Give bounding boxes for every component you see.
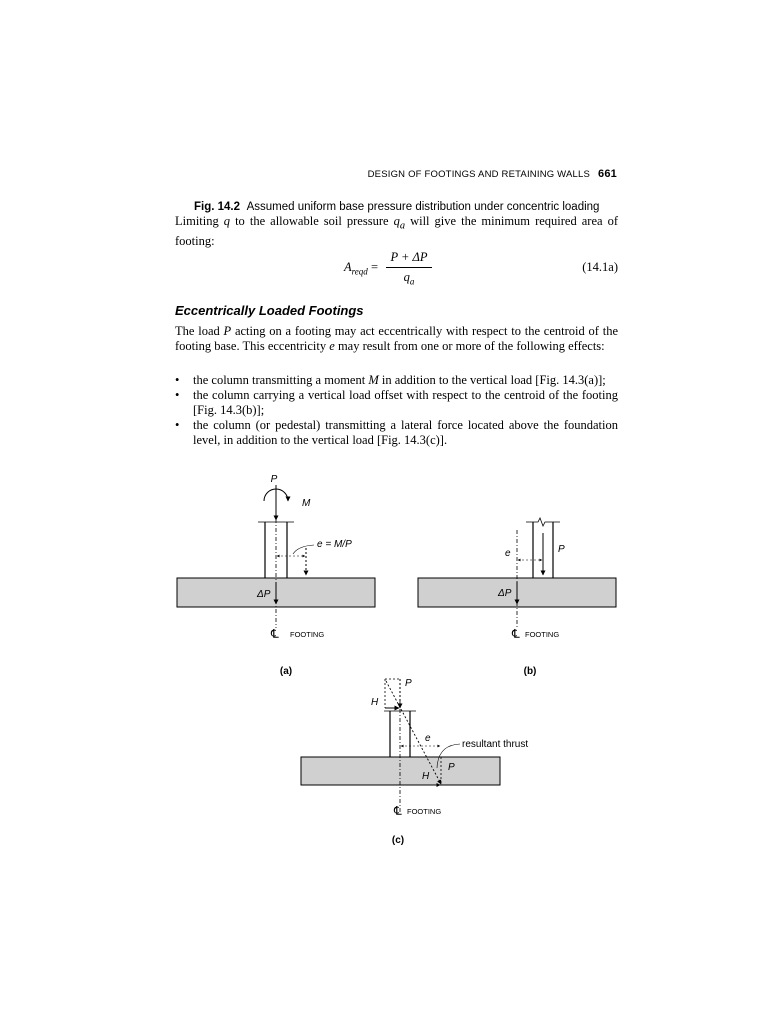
figure-caption-text: Assumed uniform base pressure distribution under concentric loading — [246, 201, 600, 213]
symbol-M: M — [368, 373, 379, 387]
column-break-line — [526, 518, 560, 526]
centerline-symbol: ℄ — [512, 627, 520, 641]
e-leader — [293, 545, 314, 554]
equation-number: (14.1a) — [582, 260, 618, 274]
symbol-qa: q — [393, 214, 400, 228]
label-e-eq: e = M/P — [317, 539, 352, 550]
subfigure-label-a: (a) — [279, 666, 293, 677]
symbol-q: q — [403, 270, 410, 284]
figure-c — [301, 678, 528, 846]
label-footing: FOOTING — [525, 630, 560, 639]
symbol-A: A — [344, 260, 352, 274]
label-M: M — [302, 498, 311, 509]
text-run: acting on a footing may act eccentrically with respect to the centroid of the footing base. This eccentricity — [175, 324, 618, 353]
label-delta-P: ΔP — [498, 588, 512, 599]
page-number: 661 — [598, 168, 617, 180]
label-resultant-thrust: resultant thrust — [462, 739, 529, 750]
text-run: may result from one or more of the following effects: — [334, 339, 605, 353]
figure-a — [177, 474, 375, 677]
label-footing: FOOTING — [290, 630, 325, 639]
text-run: in addition to the vertical load [Fig. 14.3(a)]; — [378, 373, 606, 387]
symbol-q-subscript: a — [409, 276, 415, 287]
text-run: will give the minimum required area of footing: — [175, 214, 619, 248]
symbol-q: q — [223, 214, 231, 228]
equation-numerator: P + ΔP — [390, 250, 428, 264]
figure-caption-label: Fig. 14.2 — [194, 201, 241, 213]
label-P-top: P — [405, 678, 412, 689]
centerline-symbol: ℄ — [271, 627, 279, 641]
label-delta-P: ΔP — [257, 589, 271, 600]
text-run: to the allowable soil pressure — [230, 214, 394, 228]
label-P: P — [558, 544, 565, 555]
label-footing: FOOTING — [407, 807, 442, 816]
equals-sign: = — [370, 260, 378, 274]
subfigure-label-b: (b) — [523, 666, 537, 677]
text-run: the column carrying a vertical load offset with respect to the centroid of the footing [Fig. 14.3(b)]; — [193, 388, 618, 417]
figure-b — [418, 518, 616, 677]
section-heading: Eccentrically Loaded Footings — [175, 303, 364, 318]
text-run: the column (or pedestal) transmitting a lateral force located above the foundation level, in addition to the vertical load [Fig. 14.3(c)]. — [193, 418, 618, 447]
symbol-A-subscript: reqd — [351, 266, 368, 277]
running-title: DESIGN OF FOOTINGS AND RETAINING WALLS — [367, 169, 591, 180]
text-run: the column transmitting a moment — [193, 373, 369, 387]
symbol-P: P — [223, 324, 232, 338]
label-e: e — [425, 733, 431, 744]
subfigure-label-c: (c) — [391, 835, 405, 846]
label-H-top: H — [371, 697, 379, 708]
text-run: Limiting — [175, 214, 224, 228]
text-run: The load — [175, 324, 224, 338]
symbol-e: e — [329, 339, 335, 353]
label-P: P — [270, 474, 278, 485]
label-P-low: P — [448, 762, 455, 773]
label-H-low: H — [422, 771, 430, 782]
centerline-symbol: ℄ — [394, 804, 402, 818]
footing-slab-c — [301, 757, 500, 785]
symbol-qa-subscript: a — [399, 220, 406, 232]
label-e: e — [505, 548, 511, 559]
